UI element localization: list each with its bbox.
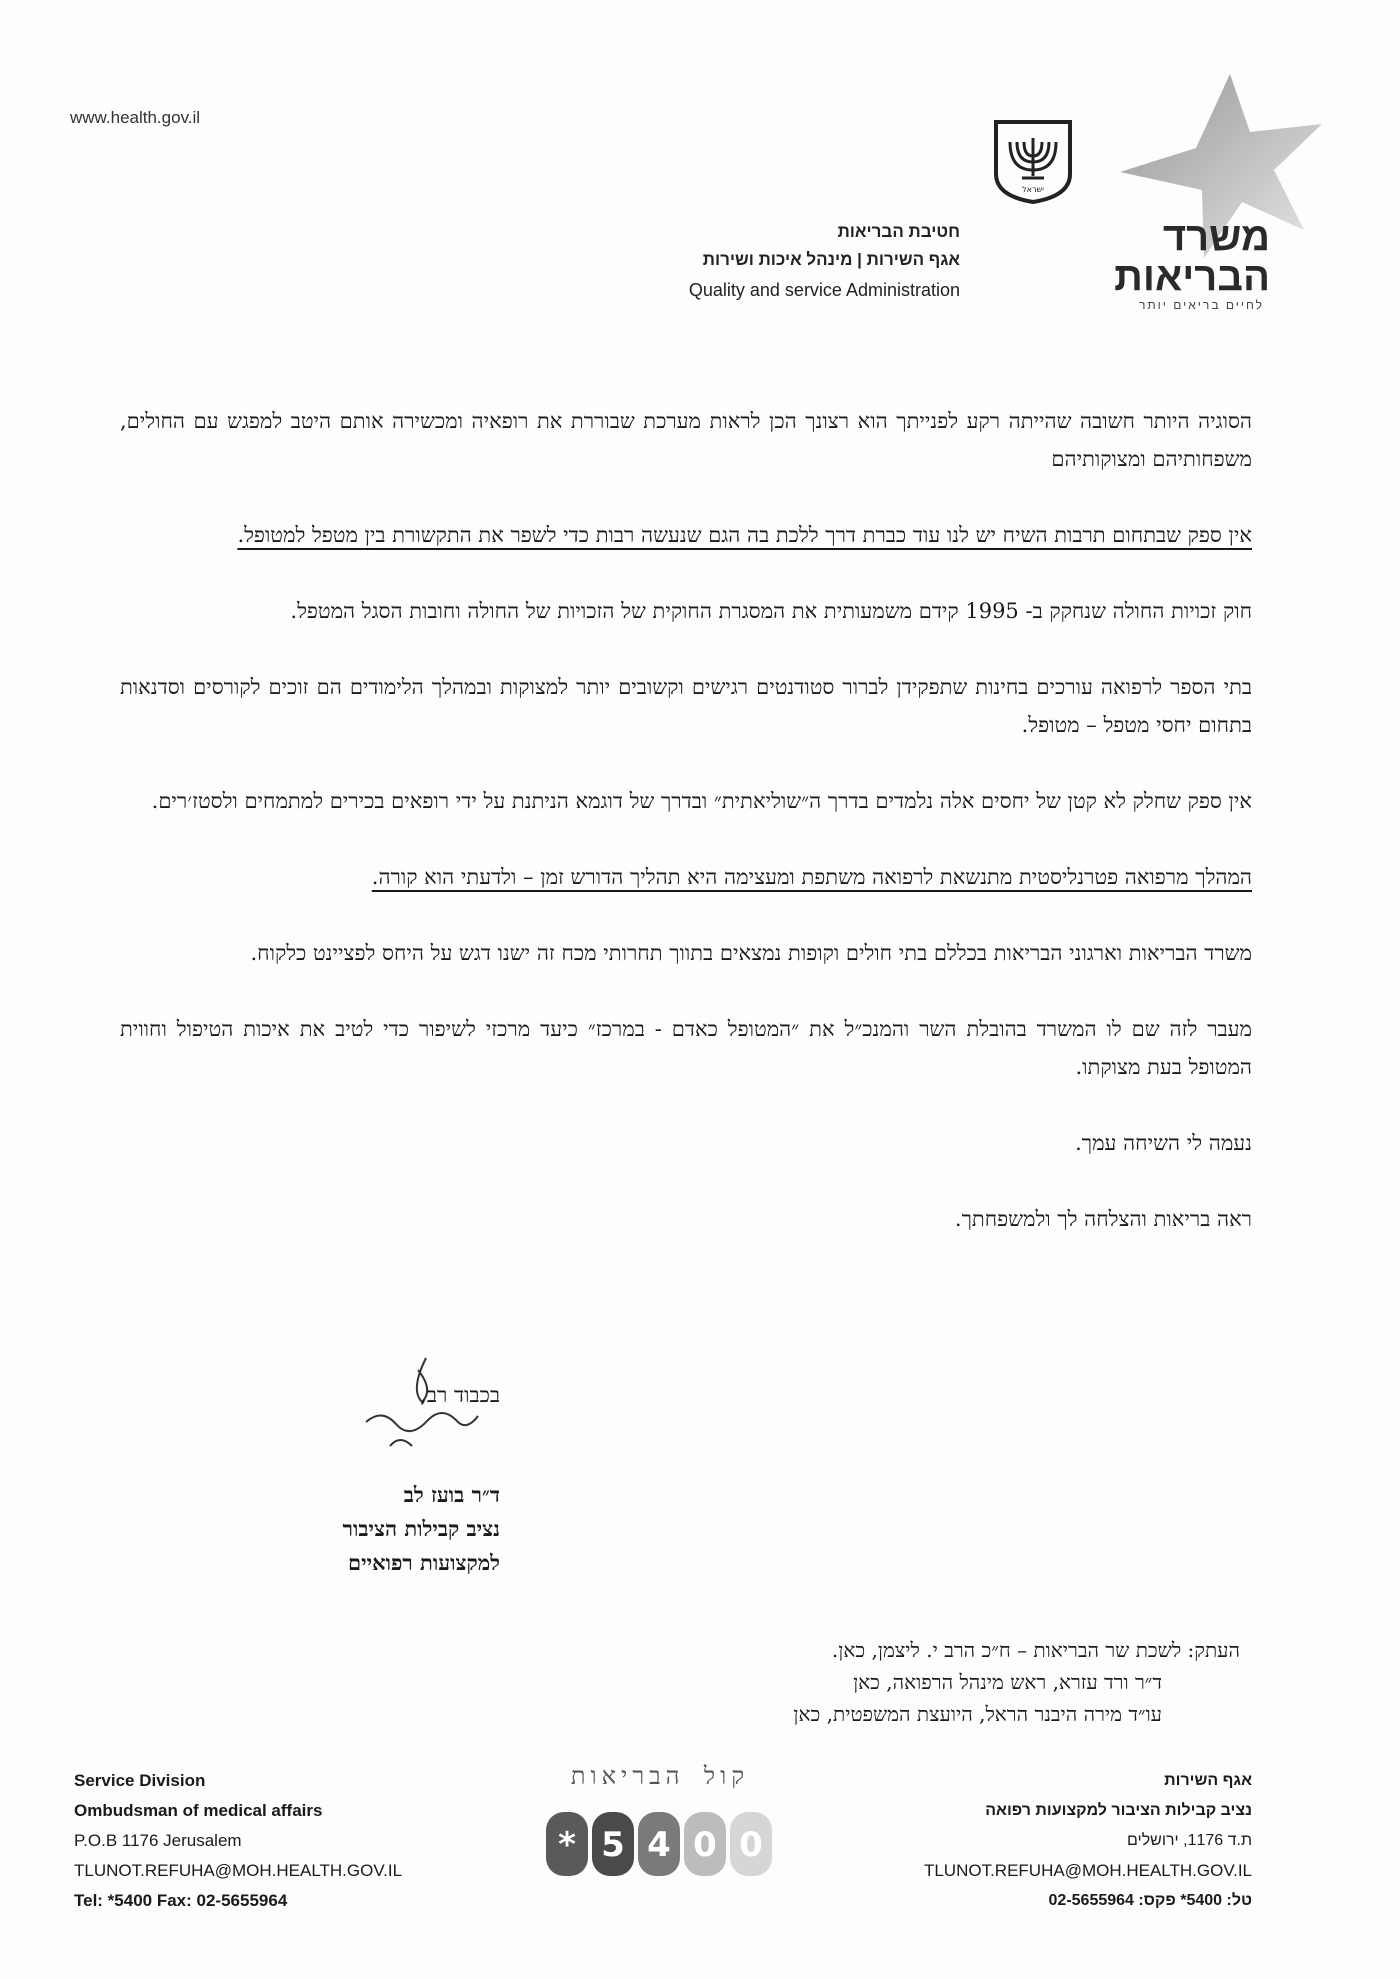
footer-en-email[interactable]: TLUNOT.REFUHA@MOH.HEALTH.GOV.IL (74, 1861, 403, 1880)
paragraph-7: משרד הבריאות וארגוני הבריאות בכללם בתי חולים וקופות נמצאים בתווך תחרותי מכח זה ישנו דגש על היחס לפציינט כלקוח. (250, 941, 1252, 965)
cc-line-2: ד״ר ורד עזרא, ראש מינהל הרפואה, כאן (853, 1670, 1162, 1694)
paragraph-4: בתי הספר לרפואה עורכים בחינות שתפקידן לברור סטודנטים רגישים וקשובים יותר למצוקות ובמהלך הלימודים הם זוכים לקורסים וסדנאות בתחום יחסי מטפל – מטופל. (120, 675, 1252, 737)
paragraph-5: אין ספק שחלק לא קטן של יחסים אלה נלמדים בדרך ה״שוליאתית״ ובדרך של דוגמא הניתנת על ידי רופאים בכירים למתמחים ולסטז׳רים. (151, 789, 1252, 813)
paragraph-10: ראה בריאות והצלחה לך ולמשפחתך. (954, 1207, 1252, 1231)
kol-digit-5: 0 (739, 1825, 763, 1865)
kol-digits-icon (540, 1798, 780, 1888)
paragraph-2: אין ספק שבתחום תרבות השיח יש לנו עוד כברת דרך ללכת בה הגם שנעשה רבות כדי לשפר את התקשורת בין מטפל למטופל. (237, 523, 1252, 547)
kol-digit-4: 0 (693, 1825, 717, 1865)
state-emblem-icon (990, 118, 1076, 204)
signature-block (240, 1378, 500, 1580)
paragraph-9: נעמה לי השיחה עמך. (1075, 1131, 1252, 1155)
brand-line-1: משרד (1162, 215, 1270, 259)
footer-en-line-1: Service Division (74, 1771, 206, 1790)
signer-name: ד״ר בועז לב (403, 1482, 500, 1507)
signer-title-1: נציב קבילות הציבור (342, 1516, 500, 1541)
division-header (580, 222, 960, 301)
kol-digit-3: 4 (647, 1825, 671, 1865)
paragraph-1: הסוגיה היותר חשובה שהייתה רקע לפנייתך הוא רצונך הכן לראות מערכת שבוררת את רופאיה ומכשירה אותם היטב למפגש עם החולים, משפחותיהם ומצוקותיהם (120, 409, 1252, 471)
footer-en-line-3: P.O.B 1176 Jerusalem (74, 1831, 242, 1850)
kol-title: קול הבריאות (570, 1762, 750, 1790)
division-line-1: חטיבת הבריאות (837, 222, 960, 241)
brand-tagline: לחיים בריאים יותר (1138, 298, 1264, 312)
kol-habriut-logo (540, 1762, 780, 1892)
footer-he-line-3: ת.ד 1176, ירושלים (1127, 1832, 1252, 1849)
footer-he-email[interactable]: TLUNOT.REFUHA@MOH.HEALTH.GOV.IL (923, 1861, 1252, 1880)
emblem-label: ישראל (1022, 185, 1044, 194)
footer-he-phone: טל: 5400* פקס: 02-5655964 (1048, 1892, 1252, 1909)
website-url[interactable]: www.health.gov.il (70, 108, 201, 127)
cc-line-1: העתק: לשכת שר הבריאות – ח״כ הרב י. ליצמן, כאן. (831, 1638, 1240, 1662)
footer-english (74, 1766, 514, 1916)
division-english: Quality and service Administration (688, 280, 960, 300)
footer-en-phone: Tel: *5400 Fax: 02-5655964 (74, 1891, 288, 1910)
division-line-2: אגף השירות | מינהל איכות ושירות (702, 250, 960, 269)
closing-line: בכבוד רב, (420, 1383, 500, 1407)
footer-hebrew (792, 1766, 1252, 1916)
letter-body (120, 402, 1252, 1276)
signer-title-2: למקצועות רפואיים (348, 1550, 500, 1575)
cc-list (590, 1634, 1240, 1730)
footer-he-line-2: נציב קבילות הציבור למקצועות רפואה (985, 1802, 1252, 1819)
paragraph-6: המהלך מרפואה פטרנליסטית מתנשאת לרפואה משתפת ומעצימה היא תהליך הדורש זמן – ולדעתי הוא קורה. (371, 865, 1252, 889)
ministry-brand (1050, 215, 1270, 312)
brand-line-2: הבריאות (1114, 255, 1270, 299)
kol-digit-2: 5 (601, 1825, 625, 1865)
footer-he-line-1: אגף השירות (1164, 1772, 1252, 1789)
paragraph-3: חוק זכויות החולה שנחקק ב- 1995 קידם משמעותית את המסגרת החוקית של הזכויות של החולה וחובות הסגל המטפל. (290, 599, 1252, 623)
kol-digit-1: * (558, 1825, 576, 1865)
paragraph-8: מעבר לזה שם לו המשרד בהובלת השר והמנכ״ל את ״המטופל כאדם - במרכז״ כיעד מרכזי לשיפור כדי לטיב את איכות הטיפול וחווית המטופל בעת מצוקתו. (120, 1017, 1252, 1079)
cc-line-3: עו״ד מירה היבנר הראל, היועצת המשפטית, כאן (793, 1702, 1162, 1726)
footer-en-line-2: Ombudsman of medical affairs (74, 1801, 323, 1820)
